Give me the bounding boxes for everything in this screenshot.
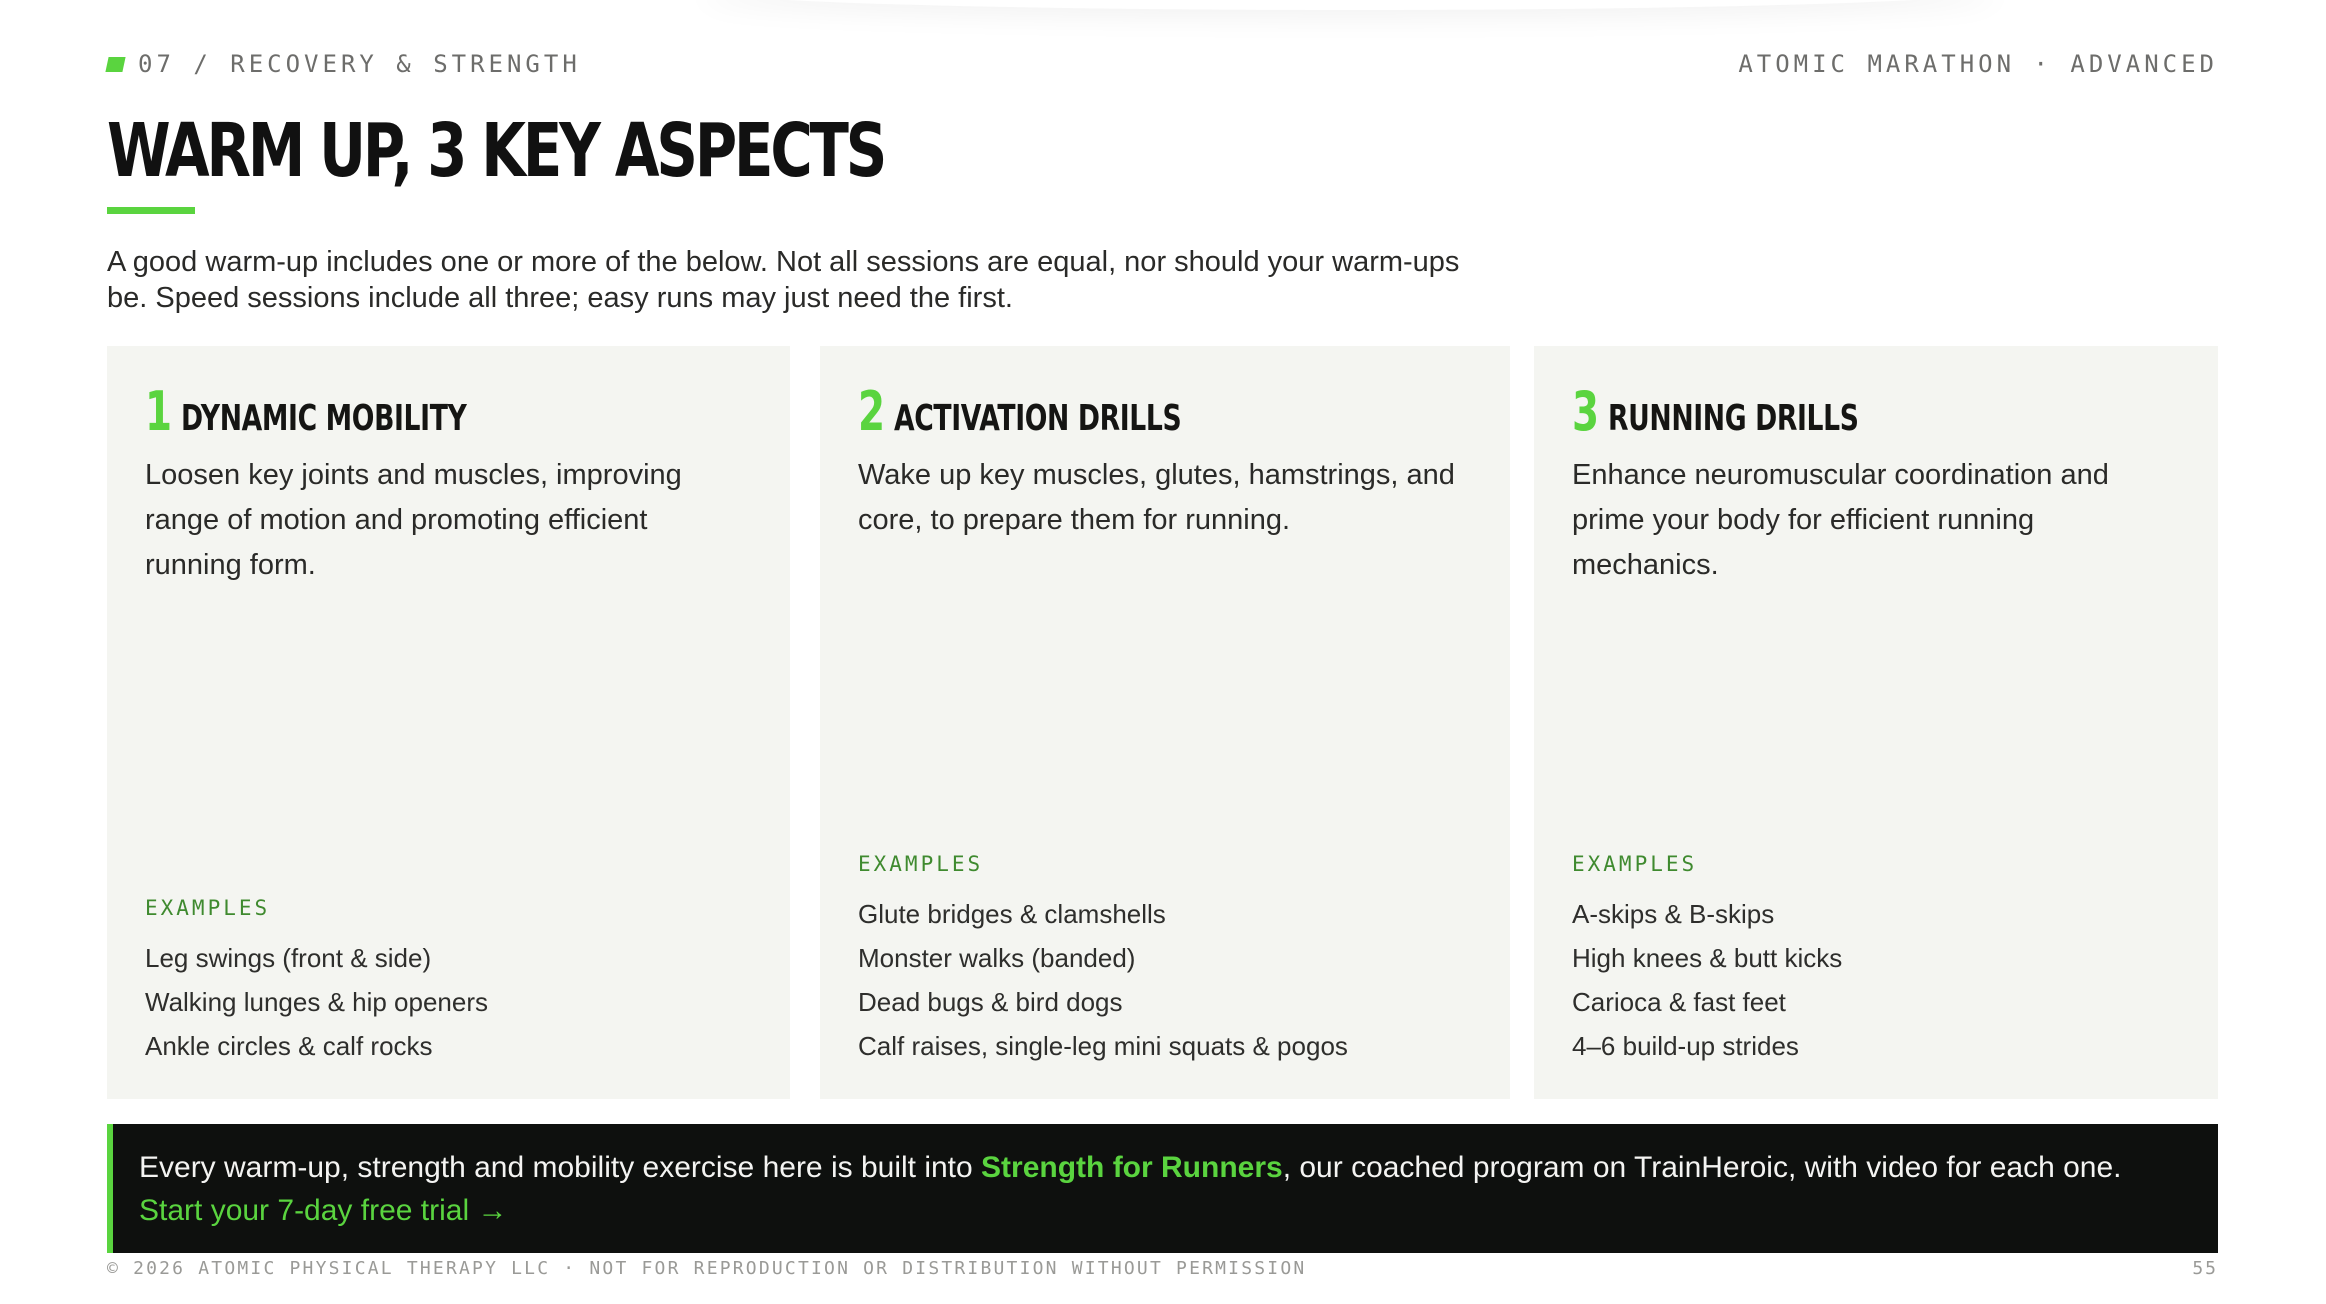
page-footer	[107, 1258, 2218, 1280]
examples-list	[1572, 892, 1842, 1068]
card-running-drills	[1534, 346, 2218, 1099]
examples-section	[145, 896, 488, 1068]
examples-label: EXAMPLES	[1572, 852, 1698, 876]
example-item: Calf raises, single-leg mini squats & pogos	[858, 1031, 1348, 1061]
example-item: Walking lunges & hip openers	[145, 987, 489, 1017]
cta-text	[139, 1146, 2179, 1232]
examples-section	[858, 852, 1348, 1068]
example-item: A-skips & B-skips	[1572, 899, 1775, 929]
title-underline	[107, 207, 195, 214]
card-title: ACTIVATION DRILLS	[894, 398, 1182, 439]
section-label	[107, 50, 581, 78]
example-item: High knees & butt kicks	[1572, 943, 1843, 973]
card-dynamic-mobility	[107, 346, 790, 1099]
program-name: Strength for Runners	[981, 1151, 1283, 1184]
card-description: Loosen key joints and muscles, improving range of motion and promoting efficient running form.	[145, 459, 682, 581]
card-number: 1	[145, 380, 173, 443]
cta-text-after: , our coached program on TrainHeroic, with video for each one.	[1282, 1151, 2122, 1184]
page-number: 55	[2192, 1258, 2218, 1279]
examples-list	[858, 892, 1348, 1068]
section-marker-icon	[105, 57, 125, 72]
card-title: RUNNING DRILLS	[1608, 398, 1859, 439]
example-item: Glute bridges & clamshells	[858, 899, 1166, 929]
examples-list	[145, 936, 488, 1068]
card-number: 2	[858, 380, 886, 443]
brand-label: ATOMIC MARATHON · ADVANCED	[1738, 50, 2218, 78]
example-item: Ankle circles & calf rocks	[145, 1031, 433, 1061]
cta-banner	[107, 1124, 2218, 1253]
card-title: DYNAMIC MOBILITY	[181, 398, 467, 439]
card-activation-drills	[820, 346, 1510, 1099]
card-heading	[1572, 382, 1947, 442]
intro-paragraph: A good warm-up includes one or more of the below. Not all sessions are equal, nor should your warm-ups be. Speed sessions include all three; easy runs may just need the first.	[107, 246, 1460, 314]
example-item: Leg swings (front & side)	[145, 943, 432, 973]
slide-page	[107, 0, 2218, 1304]
examples-label: EXAMPLES	[145, 896, 271, 920]
card-description: Enhance neuromuscular coordination and prime your body for efficient running mechanics.	[1572, 459, 2109, 581]
examples-label: EXAMPLES	[858, 852, 984, 876]
section-label-text: 07 / RECOVERY & STRENGTH	[138, 50, 581, 78]
example-item: 4–6 build-up strides	[1572, 1031, 1799, 1061]
card-heading	[145, 382, 567, 442]
cta-text-before: Every warm-up, strength and mobility exercise here is built into	[139, 1151, 982, 1184]
card-heading	[858, 382, 1282, 442]
example-item: Dead bugs & bird dogs	[858, 987, 1123, 1017]
page-title: WARM UP, 3 KEY ASPECTS	[107, 108, 885, 194]
copyright-notice: © 2026 ATOMIC PHYSICAL THERAPY LLC · NOT FOR REPRODUCTION OR DISTRIBUTION WITHOUT PERMISSION	[107, 1258, 1307, 1279]
example-item: Monster walks (banded)	[858, 943, 1136, 973]
free-trial-link[interactable]: Start your 7-day free trial →	[139, 1194, 508, 1227]
example-item: Carioca & fast feet	[1572, 987, 1786, 1017]
card-number: 3	[1572, 380, 1600, 443]
examples-section	[1572, 852, 1842, 1068]
card-description: Wake up key muscles, glutes, hamstrings, and core, to prepare them for running.	[858, 459, 1455, 536]
page-header	[107, 50, 2218, 80]
